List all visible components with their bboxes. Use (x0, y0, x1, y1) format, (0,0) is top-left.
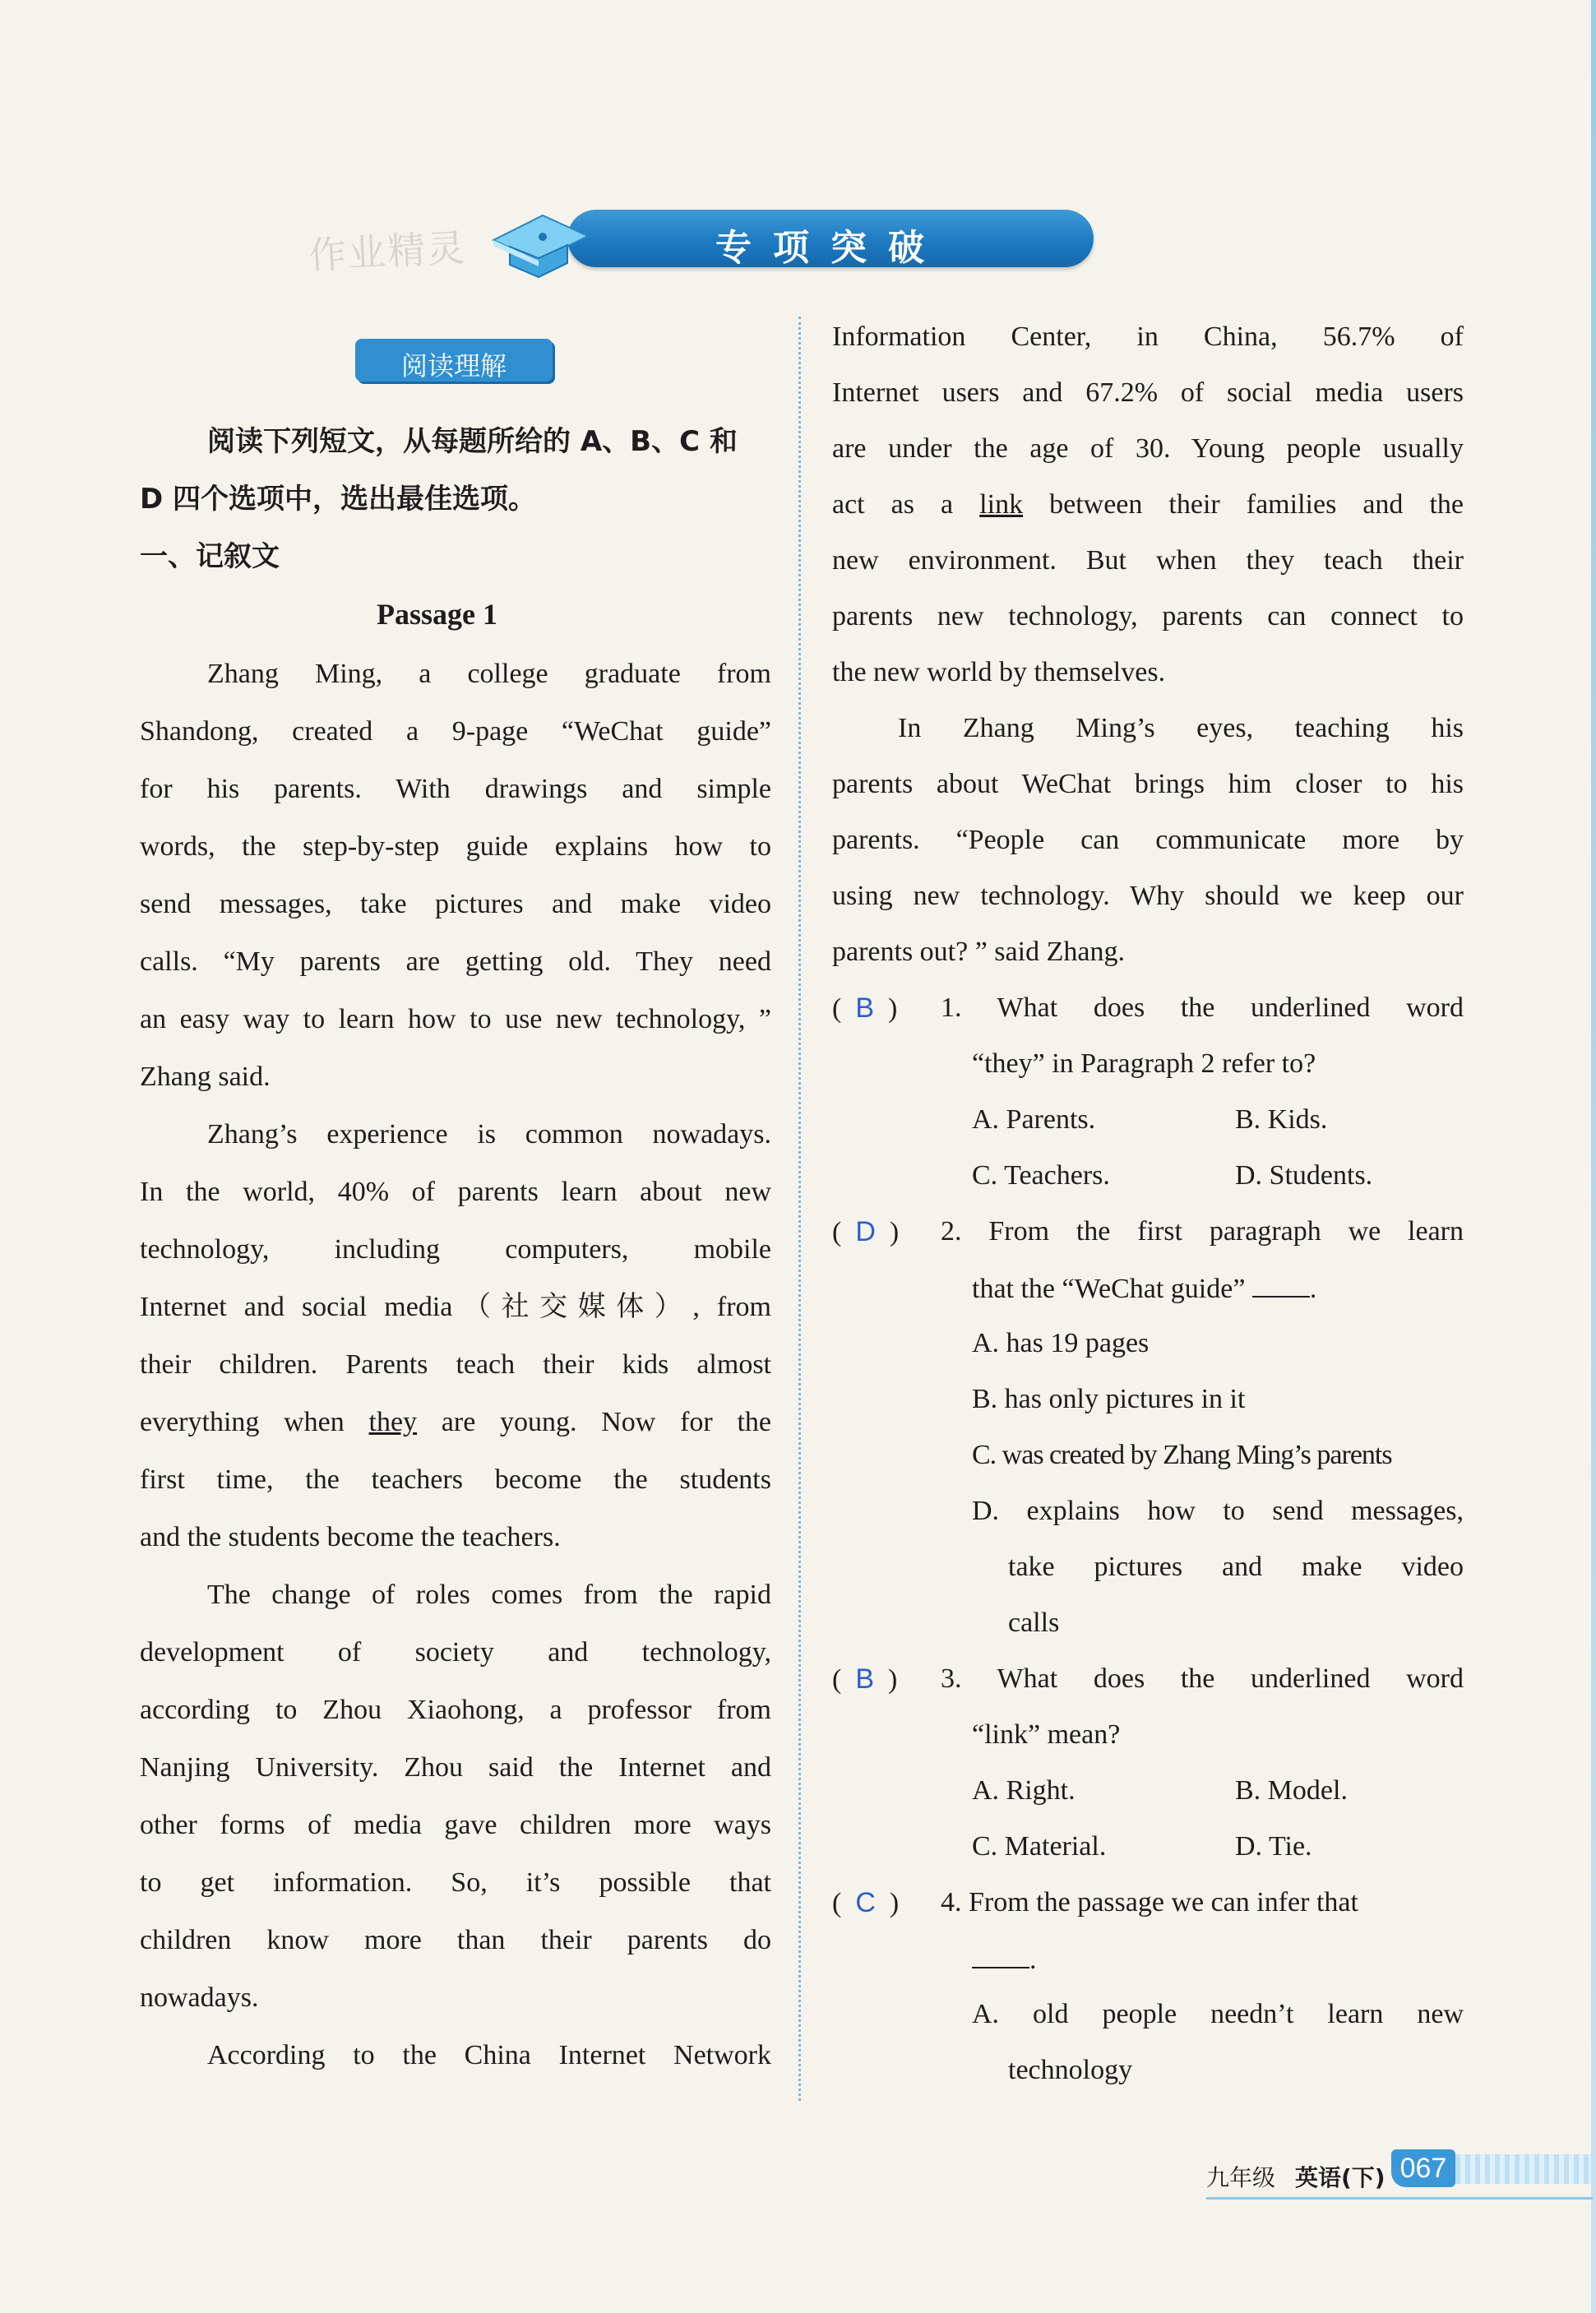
p3-line: Nanjing University. Zhou said the Internet and (140, 1752, 771, 1783)
question-2-stem: 2. From the first paragraph we learn (941, 1216, 1464, 1247)
option: A. Right. (972, 1775, 1076, 1806)
option: take pictures and make video (1008, 1552, 1464, 1582)
question-1-stem: 1. What does the underlined word (941, 992, 1464, 1023)
instruction-line-2: D 四个选项中，选出最佳选项。 (140, 483, 537, 516)
p5-line: parents. “People can communicate more by (832, 825, 1464, 855)
option: B. Kids. (1235, 1104, 1328, 1135)
option: C. Material. (972, 1831, 1107, 1862)
footer-grade: 九年级 (1206, 2164, 1276, 2191)
p4-line: Internet users and 67.2% of social media users (832, 377, 1464, 408)
page-edge (1591, 0, 1596, 2313)
section-label: 阅读理解 (400, 350, 507, 382)
graduation-cap-icon (485, 191, 592, 281)
option: B. Model. (1235, 1775, 1348, 1806)
category-heading: 一、记叙文 (140, 540, 280, 573)
p4-line: According to the China Internet Network (207, 2040, 771, 2070)
banner-title: 专项突破 (715, 227, 946, 269)
question-3-stem: 3. What does the underlined word (941, 1663, 1464, 1694)
option: calls (1008, 1608, 1060, 1638)
option: C. Teachers. (972, 1160, 1110, 1191)
underlined-they: they (368, 1407, 418, 1437)
p5-line: using new technology. Why should we keep our (832, 881, 1464, 911)
p2-line: Zhang’s experience is common nowadays. (207, 1119, 771, 1150)
page-number: 067 (1391, 2149, 1455, 2187)
p3-line: nowadays. (140, 1982, 259, 2013)
watermark: 作业精灵 (307, 225, 468, 278)
option: B. has only pictures in it (972, 1384, 1246, 1414)
question-4-stem: . (972, 1942, 1037, 1977)
question-3-stem: “link” mean? (972, 1719, 1121, 1750)
p1-line: for his parents. With drawings and simple (140, 774, 771, 804)
p4-line: new environment. But when they teach their (832, 545, 1464, 576)
p3-line: to get information. So, it’s possible that (140, 1867, 771, 1898)
p3-line: The change of roles comes from the rapid (207, 1580, 771, 1610)
option: A. old people needn’t learn new (972, 1999, 1464, 2029)
answer-blank (1252, 1271, 1310, 1298)
question-1-answer: ( B ) (832, 992, 898, 1024)
question-2-stem: that the “WeChat guide” . (972, 1271, 1316, 1306)
p2-line: first time, the teachers become the students (140, 1464, 771, 1495)
p2-line: technology, including computers, mobile (140, 1234, 771, 1265)
option: A. Parents. (972, 1104, 1096, 1135)
p4-line-underlined: act as a link between their families and the (832, 489, 1464, 520)
p1-line: calls. “My parents are getting old. They need (140, 946, 771, 977)
p4-line: parents new technology, parents can connect to (832, 601, 1464, 631)
answer-mark: B (855, 992, 875, 1024)
option: technology (1008, 2055, 1133, 2085)
answer-mark: C (855, 1887, 876, 1918)
answer-mark: D (855, 1216, 876, 1247)
p3-line: according to Zhou Xiaohong, a professor from (140, 1695, 771, 1725)
option: C. was created by Zhang Ming’s parents (972, 1440, 1392, 1470)
question-1-stem: “they” in Paragraph 2 refer to? (972, 1048, 1316, 1079)
footer-stripe (1455, 2154, 1591, 2184)
p5-line: parents about WeChat brings him closer to his (832, 769, 1464, 799)
option: A. has 19 pages (972, 1328, 1150, 1358)
p4-line: the new world by themselves. (832, 657, 1166, 687)
p2-line: and the students become the teachers. (140, 1522, 561, 1552)
p3-line: other forms of media gave children more ways (140, 1810, 771, 1840)
p3-line: development of society and technology, (140, 1637, 771, 1668)
p1-line: words, the step-by-step guide explains how to (140, 831, 771, 862)
p1-line: Zhang said. (140, 1062, 271, 1092)
p1-line: Zhang Ming, a college graduate from (207, 659, 771, 689)
p4-line: Information Center, in China, 56.7% of (832, 322, 1464, 352)
p1-line: send messages, take pictures and make video (140, 889, 771, 919)
p2-line: their children. Parents teach their kids almost (140, 1349, 771, 1380)
p1-line: an easy way to learn how to use new technology, ” (140, 1004, 771, 1034)
reading-comprehension-badge (355, 339, 553, 382)
option: D. Tie. (1235, 1831, 1312, 1862)
p3-line: children know more than their parents do (140, 1925, 771, 1955)
question-4-stem: 4. From the passage we can infer that (941, 1887, 1358, 1917)
underlined-link: link (979, 489, 1024, 520)
p4-line: are under the age of 30. Young people usually (832, 433, 1464, 464)
answer-mark: B (855, 1663, 875, 1695)
p2-line: Internet and social media（社交媒体）, from (140, 1292, 771, 1322)
p5-line: parents out? ” said Zhang. (832, 937, 1125, 967)
option: D. explains how to send messages, (972, 1496, 1464, 1526)
p1-line: Shandong, created a 9-page “WeChat guide” (140, 716, 771, 747)
p5-line: In Zhang Ming’s eyes, teaching his (898, 713, 1464, 743)
question-3-answer: ( B ) (832, 1663, 898, 1695)
column-divider (798, 317, 801, 2101)
question-2-answer: ( D ) (832, 1216, 900, 1247)
p2-line-underlined: everything when they are young. Now for the (140, 1407, 772, 1437)
question-4-answer: ( C ) (832, 1887, 900, 1918)
footer-subject: 英语(下) (1295, 2164, 1386, 2191)
section-banner (567, 210, 1094, 267)
p2-line: In the world, 40% of parents learn about new (140, 1177, 771, 1207)
passage-title: Passage 1 (377, 598, 497, 631)
option: D. Students. (1235, 1160, 1373, 1191)
instruction-line-1: 阅读下列短文，从每题所给的 A、B、C 和 (207, 425, 738, 458)
answer-blank (972, 1942, 1029, 1968)
footer-rule (1206, 2197, 1593, 2200)
